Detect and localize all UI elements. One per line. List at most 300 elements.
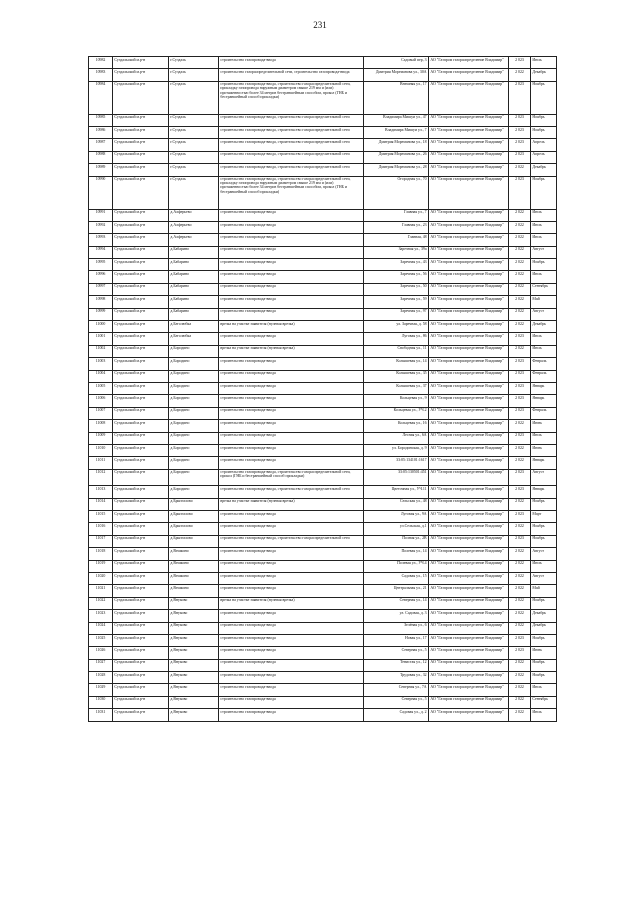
- cell-month: Ноябрь: [531, 634, 557, 646]
- table-row: [89, 597, 557, 609]
- cell-year: 2 022: [509, 321, 531, 333]
- cell-address: Огородная ул., 70: [364, 176, 429, 209]
- table-row: [89, 296, 557, 308]
- cell-organization: АО "Газпром газораспределение Владимир": [429, 432, 509, 444]
- cell-organization: АО "Газпром газораспределение Владимир": [429, 659, 509, 671]
- cell-organization: АО "Газпром газораспределение Владимир": [429, 209, 509, 221]
- cell-settlement: д.Бородино: [169, 457, 219, 469]
- cell-settlement: д.Внуково: [169, 659, 219, 671]
- cell-address: Заречная ул., 43: [364, 259, 429, 271]
- cell-district: Суздальский м.р-н: [113, 114, 169, 126]
- cell-year: 2 023: [509, 382, 531, 394]
- cell-year: 2 022: [509, 548, 531, 560]
- cell-address: ул. Заречная, д. 58: [364, 321, 429, 333]
- cell-district: Суздальский м.р-н: [113, 420, 169, 432]
- cell-district: Суздальский м.р-н: [113, 308, 169, 320]
- cell-work-type: строительство газопровода-ввода: [219, 432, 364, 444]
- cell-month: Июль: [531, 709, 557, 721]
- cell-work-type: строительство газопровода-ввода: [219, 610, 364, 622]
- cell-month: Ноябрь: [531, 114, 557, 126]
- cell-organization: АО "Газпром газораспределение Владимир": [429, 127, 509, 139]
- cell-address: Лесная ул., 6А: [364, 432, 429, 444]
- cell-organization: АО "Газпром газораспределение Владимир": [429, 370, 509, 382]
- cell-district: Суздальский м.р-н: [113, 634, 169, 646]
- cell-year: 2 023: [509, 370, 531, 382]
- cell-year: 2 022: [509, 164, 531, 176]
- table-row: [89, 234, 557, 246]
- cell-settlement: д.Бородино: [169, 407, 219, 419]
- cell-year: 2 022: [509, 457, 531, 469]
- cell-district: Суздальский м.р-н: [113, 709, 169, 721]
- cell-organization: АО "Газпром газораспределение Владимир": [429, 69, 509, 81]
- cell-organization: АО "Газпром газораспределение Владимир": [429, 139, 509, 151]
- cell-id: 10987: [89, 139, 113, 151]
- cell-settlement: д.Беголюбка: [169, 333, 219, 345]
- cell-address: Главная ул., 23: [364, 221, 429, 233]
- cell-district: Суздальский м.р-н: [113, 457, 169, 469]
- cell-address: Полная ул., 2В: [364, 535, 429, 547]
- cell-district: Суздальский м.р-н: [113, 684, 169, 696]
- cell-month: Декабрь: [531, 321, 557, 333]
- table-row: [89, 259, 557, 271]
- cell-month: Декабрь: [531, 622, 557, 634]
- cell-settlement: д.Бабарино: [169, 308, 219, 320]
- table-row: [89, 176, 557, 209]
- cell-address: Трудовая ул., 32: [364, 672, 429, 684]
- table-row: [89, 420, 557, 432]
- cell-district: Суздальский м.р-н: [113, 585, 169, 597]
- table-row: [89, 345, 557, 357]
- table-row: [89, 283, 557, 295]
- cell-year: 2 022: [509, 622, 531, 634]
- cell-month: Июль: [531, 57, 557, 69]
- cell-work-type: строительство газопровода-ввода, строительство газораспределительной сети: [219, 151, 364, 163]
- cell-organization: АО "Газпром газораспределение Владимир": [429, 610, 509, 622]
- table-row: [89, 246, 557, 258]
- cell-id: 11017: [89, 535, 113, 547]
- cell-settlement: д.Внуково: [169, 610, 219, 622]
- cell-settlement: д.Бабарино: [169, 296, 219, 308]
- cell-settlement: д.Внуково: [169, 672, 219, 684]
- cell-address: Северная ул., 5: [364, 696, 429, 708]
- cell-id: 11014: [89, 498, 113, 510]
- table-row: [89, 127, 557, 139]
- cell-month: Февраль: [531, 358, 557, 370]
- cell-month: Июль: [531, 271, 557, 283]
- cell-month: Сентябрь: [531, 696, 557, 708]
- cell-year: 2 022: [509, 659, 531, 671]
- cell-address: 33:05:134101:1617: [364, 457, 429, 469]
- cell-month: Август: [531, 308, 557, 320]
- cell-year: 2 022: [509, 296, 531, 308]
- cell-settlement: д.Внуково: [169, 622, 219, 634]
- cell-month: Ноябрь: [531, 672, 557, 684]
- table-row: [89, 535, 557, 547]
- cell-district: Суздальский м.р-н: [113, 444, 169, 456]
- cell-year: 2 022: [509, 271, 531, 283]
- cell-month: Июль: [531, 684, 557, 696]
- cell-month: Февраль: [531, 407, 557, 419]
- cell-year: 2 023: [509, 395, 531, 407]
- cell-settlement: д.Внуково: [169, 684, 219, 696]
- cell-address: Зелёная ул., 6: [364, 622, 429, 634]
- cell-month: Ноябрь: [531, 176, 557, 209]
- cell-address: Заречная ул., 56: [364, 271, 429, 283]
- cell-work-type: строительство газопровода-ввода, строительство газораспределительной сети: [219, 164, 364, 176]
- cell-id: 11005: [89, 382, 113, 394]
- table-row: [89, 709, 557, 721]
- cell-organization: АО "Газпром газораспределение Владимир": [429, 486, 509, 498]
- cell-organization: АО "Газпром газораспределение Владимир": [429, 457, 509, 469]
- table-row: [89, 498, 557, 510]
- cell-organization: АО "Газпром газораспределение Владимир": [429, 57, 509, 69]
- cell-organization: АО "Газпром газораспределение Владимир": [429, 548, 509, 560]
- page-number: 231: [313, 20, 327, 30]
- cell-work-type: строительство газопровода-ввода: [219, 296, 364, 308]
- cell-address: Заречная ул., 59: [364, 296, 429, 308]
- cell-organization: АО "Газпром газораспределение Владимир": [429, 572, 509, 584]
- cell-settlement: д.Внуково: [169, 696, 219, 708]
- cell-settlement: д.Бородино: [169, 486, 219, 498]
- cell-organization: АО "Газпром газораспределение Владимир": [429, 221, 509, 233]
- table-row: [89, 407, 557, 419]
- table-row: [89, 221, 557, 233]
- cell-year: 2 022: [509, 209, 531, 221]
- cell-organization: АО "Газпром газораспределение Владимир": [429, 622, 509, 634]
- cell-organization: АО "Газпром газораспределение Владимир": [429, 535, 509, 547]
- cell-id: 10995: [89, 259, 113, 271]
- cell-district: Суздальский м.р-н: [113, 432, 169, 444]
- cell-year: 2 023: [509, 57, 531, 69]
- cell-month: Январь: [531, 382, 557, 394]
- cell-month: Июль: [531, 333, 557, 345]
- cell-organization: АО "Газпром газораспределение Владимир": [429, 560, 509, 572]
- cell-organization: АО "Газпром газораспределение Владимир": [429, 321, 509, 333]
- cell-address: Северная ул., 7А: [364, 684, 429, 696]
- cell-year: 2 022: [509, 221, 531, 233]
- cell-work-type: строительство газопровода-ввода: [219, 358, 364, 370]
- cell-id: 11015: [89, 511, 113, 523]
- cell-id: 11010: [89, 444, 113, 456]
- table-row: [89, 151, 557, 163]
- cell-address: Полевая ул., 14: [364, 548, 429, 560]
- cell-year: 2 023: [509, 139, 531, 151]
- cell-address: Владимира Мишуи ул., 7: [364, 127, 429, 139]
- cell-month: Декабрь: [531, 69, 557, 81]
- cell-address: 33:05:130501:451: [364, 469, 429, 486]
- cell-district: Суздальский м.р-н: [113, 407, 169, 419]
- cell-organization: АО "Газпром газораспределение Владимир": [429, 523, 509, 535]
- cell-work-type: строительство газопровода-ввода: [219, 333, 364, 345]
- cell-month: Август: [531, 469, 557, 486]
- cell-organization: АО "Газпром газораспределение Владимир": [429, 345, 509, 357]
- table-row: [89, 139, 557, 151]
- cell-settlement: д.Бородино: [169, 469, 219, 486]
- cell-address: Заречная ул., 97: [364, 308, 429, 320]
- cell-month: Июль: [531, 345, 557, 357]
- cell-id: 10985: [89, 114, 113, 126]
- cell-address: Северная ул., 5: [364, 647, 429, 659]
- cell-work-type: строительство газораспределительной сети, строительство газопровода-ввода: [219, 69, 364, 81]
- cell-district: Суздальский м.р-н: [113, 647, 169, 659]
- cell-organization: АО "Газпром газораспределение Владимир": [429, 469, 509, 486]
- cell-id: 10993: [89, 234, 113, 246]
- table-row: [89, 647, 557, 659]
- cell-district: Суздальский м.р-н: [113, 296, 169, 308]
- cell-settlement: г.Суздаль: [169, 81, 219, 114]
- cell-work-type: строительство газопровода-ввода, строительство газораспределительной сети, прокол (ГНБ и бестраншейный способ прокладки): [219, 469, 364, 486]
- table-row: [89, 486, 557, 498]
- cell-month: Март: [531, 511, 557, 523]
- cell-work-type: строительство газопровода-ввода: [219, 308, 364, 320]
- cell-organization: АО "Газпром газораспределение Владимир": [429, 358, 509, 370]
- cell-id: 11013: [89, 486, 113, 498]
- cell-settlement: д.Бородино: [169, 345, 219, 357]
- cell-district: Суздальский м.р-н: [113, 535, 169, 547]
- cell-id: 11031: [89, 709, 113, 721]
- cell-month: Август: [531, 246, 557, 258]
- cell-month: Ноябрь: [531, 597, 557, 609]
- cell-district: Суздальский м.р-н: [113, 498, 169, 510]
- cell-organization: АО "Газпром газораспределение Владимир": [429, 585, 509, 597]
- cell-district: Суздальский м.р-н: [113, 69, 169, 81]
- table-row: [89, 308, 557, 320]
- table-row: [89, 610, 557, 622]
- cell-id: 10990: [89, 176, 113, 209]
- cell-district: Суздальский м.р-н: [113, 259, 169, 271]
- cell-work-type: строительство газопровода-ввода: [219, 395, 364, 407]
- cell-settlement: д.Внуково: [169, 597, 219, 609]
- cell-work-type: строительство газопровода-ввода: [219, 585, 364, 597]
- cell-address: Свободная ул., 11: [364, 345, 429, 357]
- cell-month: Апрель: [531, 151, 557, 163]
- cell-district: Суздальский м.р-н: [113, 333, 169, 345]
- table-row: [89, 511, 557, 523]
- cell-district: Суздальский м.р-н: [113, 597, 169, 609]
- cell-settlement: д.Бородино: [169, 420, 219, 432]
- cell-work-type: строительство газопровода-ввода, строительство газораспределительной сети: [219, 535, 364, 547]
- cell-year: 2 023: [509, 176, 531, 209]
- cell-id: 11006: [89, 395, 113, 407]
- cell-work-type: строительство газопровода-ввода: [219, 572, 364, 584]
- cell-settlement: д.Вешкино: [169, 560, 219, 572]
- table-row: [89, 271, 557, 283]
- cell-id: 11023: [89, 610, 113, 622]
- cell-address: Заречная ул., 39а: [364, 246, 429, 258]
- cell-month: Январь: [531, 457, 557, 469]
- cell-work-type: строительство газопровода-ввода: [219, 560, 364, 572]
- cell-work-type: строительство газопровода-ввода: [219, 420, 364, 432]
- cell-work-type: строительство газопровода-ввода: [219, 523, 364, 535]
- cell-month: Июль: [531, 221, 557, 233]
- cell-district: Суздальский м.р-н: [113, 560, 169, 572]
- cell-year: 2 022: [509, 696, 531, 708]
- cell-organization: АО "Газпром газораспределение Владимир": [429, 151, 509, 163]
- cell-address: Садовая ул., д. 2: [364, 709, 429, 721]
- cell-organization: АО "Газпром газораспределение Владимир": [429, 81, 509, 114]
- cell-year: 2 022: [509, 308, 531, 320]
- cell-organization: АО "Газпром газораспределение Владимир": [429, 164, 509, 176]
- cell-year: 2 023: [509, 535, 531, 547]
- cell-year: 2 022: [509, 585, 531, 597]
- cell-work-type: строительство газопровода-ввода: [219, 511, 364, 523]
- cell-district: Суздальский м.р-н: [113, 81, 169, 114]
- cell-year: 2 023: [509, 333, 531, 345]
- cell-year: 2 022: [509, 345, 531, 357]
- cell-organization: АО "Газпром газораспределение Владимир": [429, 407, 509, 419]
- table-row: [89, 672, 557, 684]
- cell-organization: АО "Газпром газораспределение Владимир": [429, 709, 509, 721]
- cell-address: Главная, 48: [364, 234, 429, 246]
- cell-address: Сельская ул., 48: [364, 498, 429, 510]
- cell-district: Суздальский м.р-н: [113, 382, 169, 394]
- cell-year: 2 023: [509, 486, 531, 498]
- cell-district: Суздальский м.р-н: [113, 246, 169, 258]
- cell-address: Полевая ул., УЧ.4: [364, 560, 429, 572]
- cell-settlement: г.Суздаль: [169, 69, 219, 81]
- cell-district: Суздальский м.р-н: [113, 221, 169, 233]
- cell-year: 2 022: [509, 283, 531, 295]
- cell-year: 2 023: [509, 407, 531, 419]
- cell-id: 11009: [89, 432, 113, 444]
- cell-month: Декабрь: [531, 164, 557, 176]
- table-row: [89, 659, 557, 671]
- cell-settlement: г.Суздаль: [169, 114, 219, 126]
- cell-month: Ноябрь: [531, 659, 557, 671]
- cell-month: Июль: [531, 560, 557, 572]
- cell-address: Колышевая ул., 37: [364, 382, 429, 394]
- cell-id: 11026: [89, 647, 113, 659]
- cell-work-type: строительство газопровода-ввода: [219, 709, 364, 721]
- cell-month: Июль: [531, 209, 557, 221]
- cell-id: 11008: [89, 420, 113, 432]
- cell-organization: АО "Газпром газораспределение Владимир": [429, 498, 509, 510]
- cell-year: 2 022: [509, 420, 531, 432]
- cell-year: 2 023: [509, 432, 531, 444]
- cell-address: Луговая ул., 9А: [364, 511, 429, 523]
- cell-district: Суздальский м.р-н: [113, 358, 169, 370]
- cell-year: 2 022: [509, 444, 531, 456]
- cell-month: Июль: [531, 234, 557, 246]
- cell-work-type: врезка на участке заявителя (нулевая врезка): [219, 345, 364, 357]
- cell-district: Суздальский м.р-н: [113, 209, 169, 221]
- table-row: [89, 209, 557, 221]
- cell-address: Луговая ул., 86: [364, 333, 429, 345]
- cell-id: 11027: [89, 659, 113, 671]
- cell-id: 11004: [89, 370, 113, 382]
- cell-organization: АО "Газпром газораспределение Владимир": [429, 684, 509, 696]
- cell-district: Суздальский м.р-н: [113, 271, 169, 283]
- table-row: [89, 57, 557, 69]
- cell-settlement: г.Суздаль: [169, 139, 219, 151]
- cell-organization: АО "Газпром газораспределение Владимир": [429, 259, 509, 271]
- cell-year: 2 023: [509, 511, 531, 523]
- cell-address: Дмитрия Мореманова ул., 26: [364, 151, 429, 163]
- cell-organization: АО "Газпром газораспределение Владимир": [429, 114, 509, 126]
- cell-month: Июнь: [531, 444, 557, 456]
- cell-work-type: врезка на участке заявителя (нулевая врезка): [219, 597, 364, 609]
- cell-year: 2 022: [509, 709, 531, 721]
- cell-work-type: строительство газопровода-ввода: [219, 57, 364, 69]
- cell-month: Июнь: [531, 420, 557, 432]
- cell-district: Суздальский м.р-н: [113, 139, 169, 151]
- cell-settlement: д.Бородино: [169, 432, 219, 444]
- table-row: [89, 572, 557, 584]
- cell-id: 10988: [89, 151, 113, 163]
- cell-month: Февраль: [531, 370, 557, 382]
- cell-id: 11002: [89, 345, 113, 357]
- cell-id: 11020: [89, 572, 113, 584]
- cell-organization: АО "Газпром газораспределение Владимир": [429, 176, 509, 209]
- cell-organization: АО "Газпром газораспределение Владимир": [429, 597, 509, 609]
- cell-work-type: строительство газопровода-ввода: [219, 622, 364, 634]
- cell-year: 2 022: [509, 672, 531, 684]
- cell-district: Суздальский м.р-н: [113, 696, 169, 708]
- cell-work-type: строительство газопровода-ввода, строительство газораспределительной сети: [219, 139, 364, 151]
- cell-id: 11007: [89, 407, 113, 419]
- cell-id: 11011: [89, 457, 113, 469]
- cell-month: Август: [531, 548, 557, 560]
- cell-month: Ноябрь: [531, 523, 557, 535]
- cell-district: Суздальский м.р-н: [113, 610, 169, 622]
- cell-settlement: г.Суздаль: [169, 151, 219, 163]
- cell-settlement: д.Брызгалово: [169, 523, 219, 535]
- table-row: [89, 560, 557, 572]
- cell-address: Заречная ул., 50: [364, 283, 429, 295]
- cell-work-type: строительство газопровода-ввода: [219, 407, 364, 419]
- table-row: [89, 684, 557, 696]
- cell-work-type: строительство газопровода-ввода: [219, 548, 364, 560]
- cell-settlement: г.Суздаль: [169, 176, 219, 209]
- cell-district: Суздальский м.р-н: [113, 622, 169, 634]
- cell-month: Май: [531, 585, 557, 597]
- cell-work-type: врезка на участке заявителя (нулевая врезка): [219, 498, 364, 510]
- cell-work-type: строительство газопровода-ввода: [219, 382, 364, 394]
- cell-district: Суздальский м.р-н: [113, 57, 169, 69]
- table-row: [89, 469, 557, 486]
- cell-work-type: строительство газопровода-ввода, строительство газораспределительной сети, прокладку газопровода наружным диаметром свыше 219 мм и (или) протяженностью более 34 метров бестраншейным способом, прокол (ГНБ и бестраншейный способ прокладки): [219, 176, 364, 209]
- cell-district: Суздальский м.р-н: [113, 486, 169, 498]
- cell-year: 2 023: [509, 81, 531, 114]
- cell-work-type: строительство газопровода-ввода: [219, 696, 364, 708]
- cell-month: Август: [531, 572, 557, 584]
- table-row: [89, 114, 557, 126]
- cell-district: Суздальский м.р-н: [113, 321, 169, 333]
- cell-address: Кольцевая ул., 9: [364, 395, 429, 407]
- table-row: [89, 444, 557, 456]
- cell-work-type: строительство газопровода-ввода, строительство газораспределительной сети, прокладку газопровода наружным диаметром свыше 219 мм и (или) протяженностью более 34 метров бестраншейным способом, прокол (ГНБ и бестраншейный способ прокладки): [219, 81, 364, 114]
- cell-id: 10983: [89, 69, 113, 81]
- cell-organization: АО "Газпром газораспределение Владимир": [429, 696, 509, 708]
- cell-address: ул.Сельская, д.1: [364, 523, 429, 535]
- cell-settlement: д.Брызгалово: [169, 498, 219, 510]
- cell-work-type: строительство газопровода-ввода: [219, 659, 364, 671]
- cell-month: Май: [531, 296, 557, 308]
- cell-id: 10996: [89, 271, 113, 283]
- cell-address: Внешняя ул., 17: [364, 81, 429, 114]
- cell-address: Главная ул., 7: [364, 209, 429, 221]
- cell-settlement: д.Вешкино: [169, 572, 219, 584]
- cell-work-type: врезка на участке заявителя (нулевая врезка): [219, 321, 364, 333]
- cell-year: 2 022: [509, 572, 531, 584]
- cell-work-type: строительство газопровода-ввода: [219, 271, 364, 283]
- cell-month: Апрель: [531, 139, 557, 151]
- cell-month: Январь: [531, 395, 557, 407]
- cell-id: 10992: [89, 221, 113, 233]
- cell-organization: АО "Газпром газораспределение Владимир": [429, 634, 509, 646]
- cell-id: 11003: [89, 358, 113, 370]
- table-row: [89, 333, 557, 345]
